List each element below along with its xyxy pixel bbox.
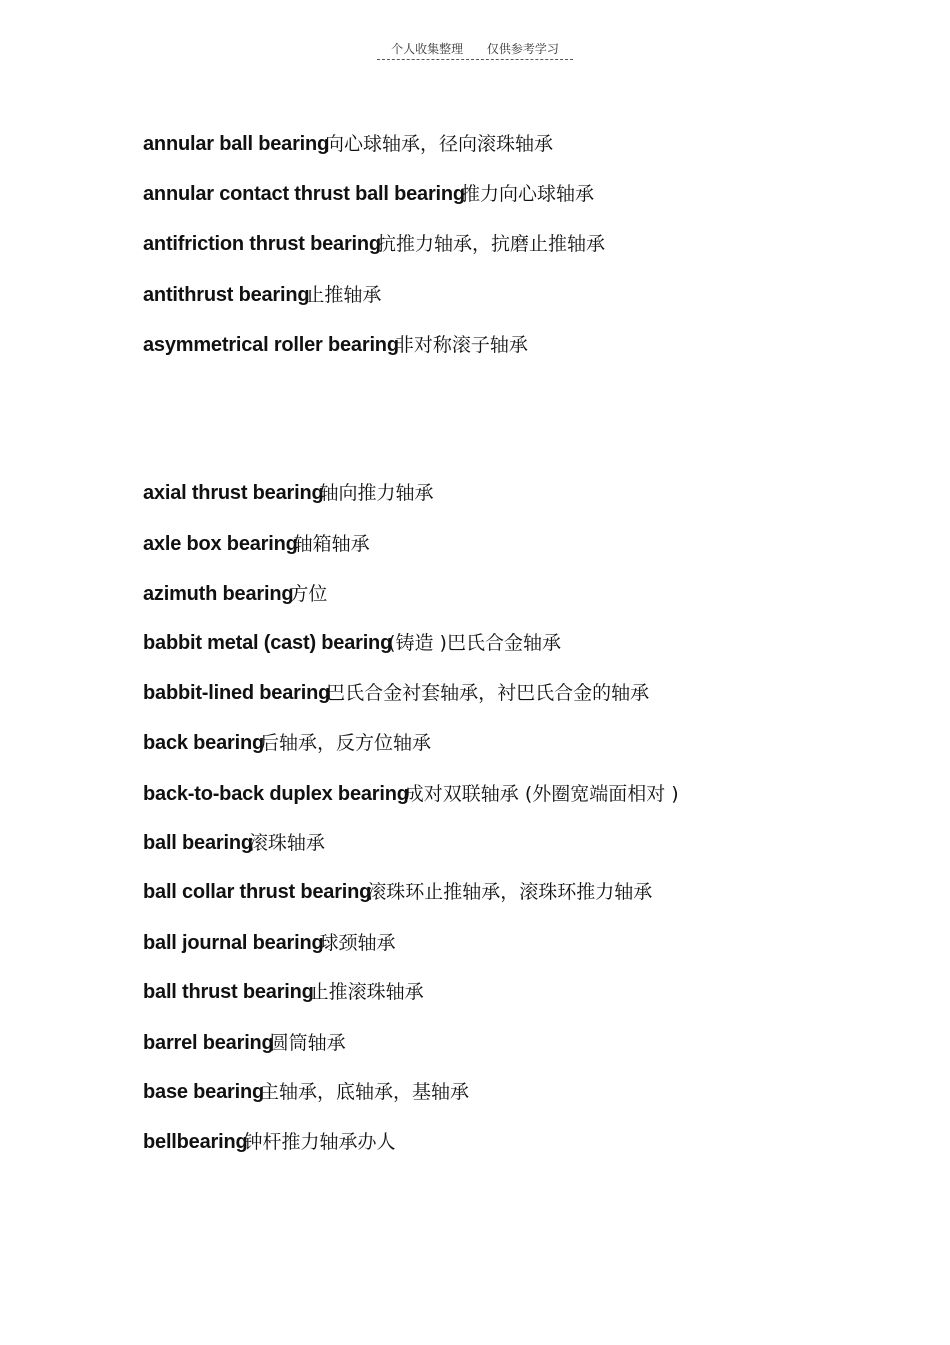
entry-definition: 止推轴承 xyxy=(305,284,382,306)
entry-term: base bearing xyxy=(143,1081,264,1103)
list-item xyxy=(143,481,434,505)
entry-definition: 向心球轴承，径向滚珠轴承 xyxy=(325,133,554,155)
list-item xyxy=(143,831,325,855)
entry-term: annular contact thrust ball bearing xyxy=(143,183,465,205)
list-item xyxy=(143,182,594,206)
entry-definition: 止推滚珠轴承 xyxy=(309,981,424,1003)
list-item xyxy=(143,931,396,955)
list-item xyxy=(143,731,431,755)
entry-term: ball journal bearing xyxy=(143,932,324,954)
entry-definition: 滚珠轴承 xyxy=(248,832,325,854)
entry-term: antithrust bearing xyxy=(143,284,310,306)
entry-definition: 圆筒轴承 xyxy=(269,1032,346,1054)
list-item xyxy=(143,132,553,156)
list-item xyxy=(143,980,424,1004)
list-item xyxy=(143,782,679,806)
entry-term: ball bearing xyxy=(143,832,253,854)
list-item xyxy=(143,582,327,606)
entry-definition: 推力向心球轴承 xyxy=(460,183,594,205)
entry-term: barrel bearing xyxy=(143,1032,274,1054)
list-item xyxy=(143,333,528,357)
entry-definition: 后轴承，反方位轴承 xyxy=(259,732,431,754)
entry-definition: (铸造 )巴氏合金轴承 xyxy=(388,632,561,654)
list-item xyxy=(143,631,561,655)
list-item xyxy=(143,283,381,307)
entry-definition: 方位 xyxy=(289,583,328,605)
entry-definition: 滚珠环止推轴承，滚珠环推力轴承 xyxy=(367,881,653,903)
entry-definition: 非对称滚子轴承 xyxy=(394,334,528,356)
header-left-text: 个人收集整理 xyxy=(391,42,464,56)
entry-definition: 成对双联轴承 (外圈宽端面相对 ) xyxy=(404,783,679,805)
entry-definition: 轴箱轴承 xyxy=(293,533,370,555)
entry-definition: 抗推力轴承，抗磨止推轴承 xyxy=(376,233,605,255)
entry-term: asymmetrical roller bearing xyxy=(143,334,399,356)
list-item xyxy=(143,1130,396,1154)
entry-term: azimuth bearing xyxy=(143,583,294,605)
header-right-text: 仅供参考学习 xyxy=(486,42,559,56)
list-item xyxy=(143,880,652,904)
list-item xyxy=(143,681,649,705)
list-item xyxy=(143,532,370,556)
list-item xyxy=(143,232,605,256)
entry-term: axial thrust bearing xyxy=(143,482,324,504)
entry-term: ball thrust bearing xyxy=(143,981,314,1003)
entry-definition: 主轴承，底轴承，基轴承 xyxy=(259,1081,469,1103)
entry-term: babbit-lined bearing xyxy=(143,682,331,704)
entry-term: annular ball bearing xyxy=(143,133,330,155)
list-item xyxy=(143,1031,346,1055)
entry-term: ball collar thrust bearing xyxy=(143,881,372,903)
entry-term: back bearing xyxy=(143,732,264,754)
entry-term: back-to-back duplex bearing xyxy=(143,783,409,805)
entry-term: babbit metal (cast) bearing xyxy=(143,632,393,654)
entry-term: axle box bearing xyxy=(143,533,298,555)
entry-definition: 巴氏合金衬套轴承，衬巴氏合金的轴承 xyxy=(326,682,650,704)
page-header xyxy=(0,40,950,60)
entry-term: bellbearing xyxy=(143,1131,248,1153)
entry-definition: 钟杆推力轴承办人 xyxy=(243,1131,396,1153)
list-item xyxy=(143,1080,469,1104)
entry-definition: 轴向推力轴承 xyxy=(319,482,434,504)
entry-term: antifriction thrust bearing xyxy=(143,233,381,255)
header-line xyxy=(377,40,573,60)
entry-definition: 球颈轴承 xyxy=(319,932,396,954)
